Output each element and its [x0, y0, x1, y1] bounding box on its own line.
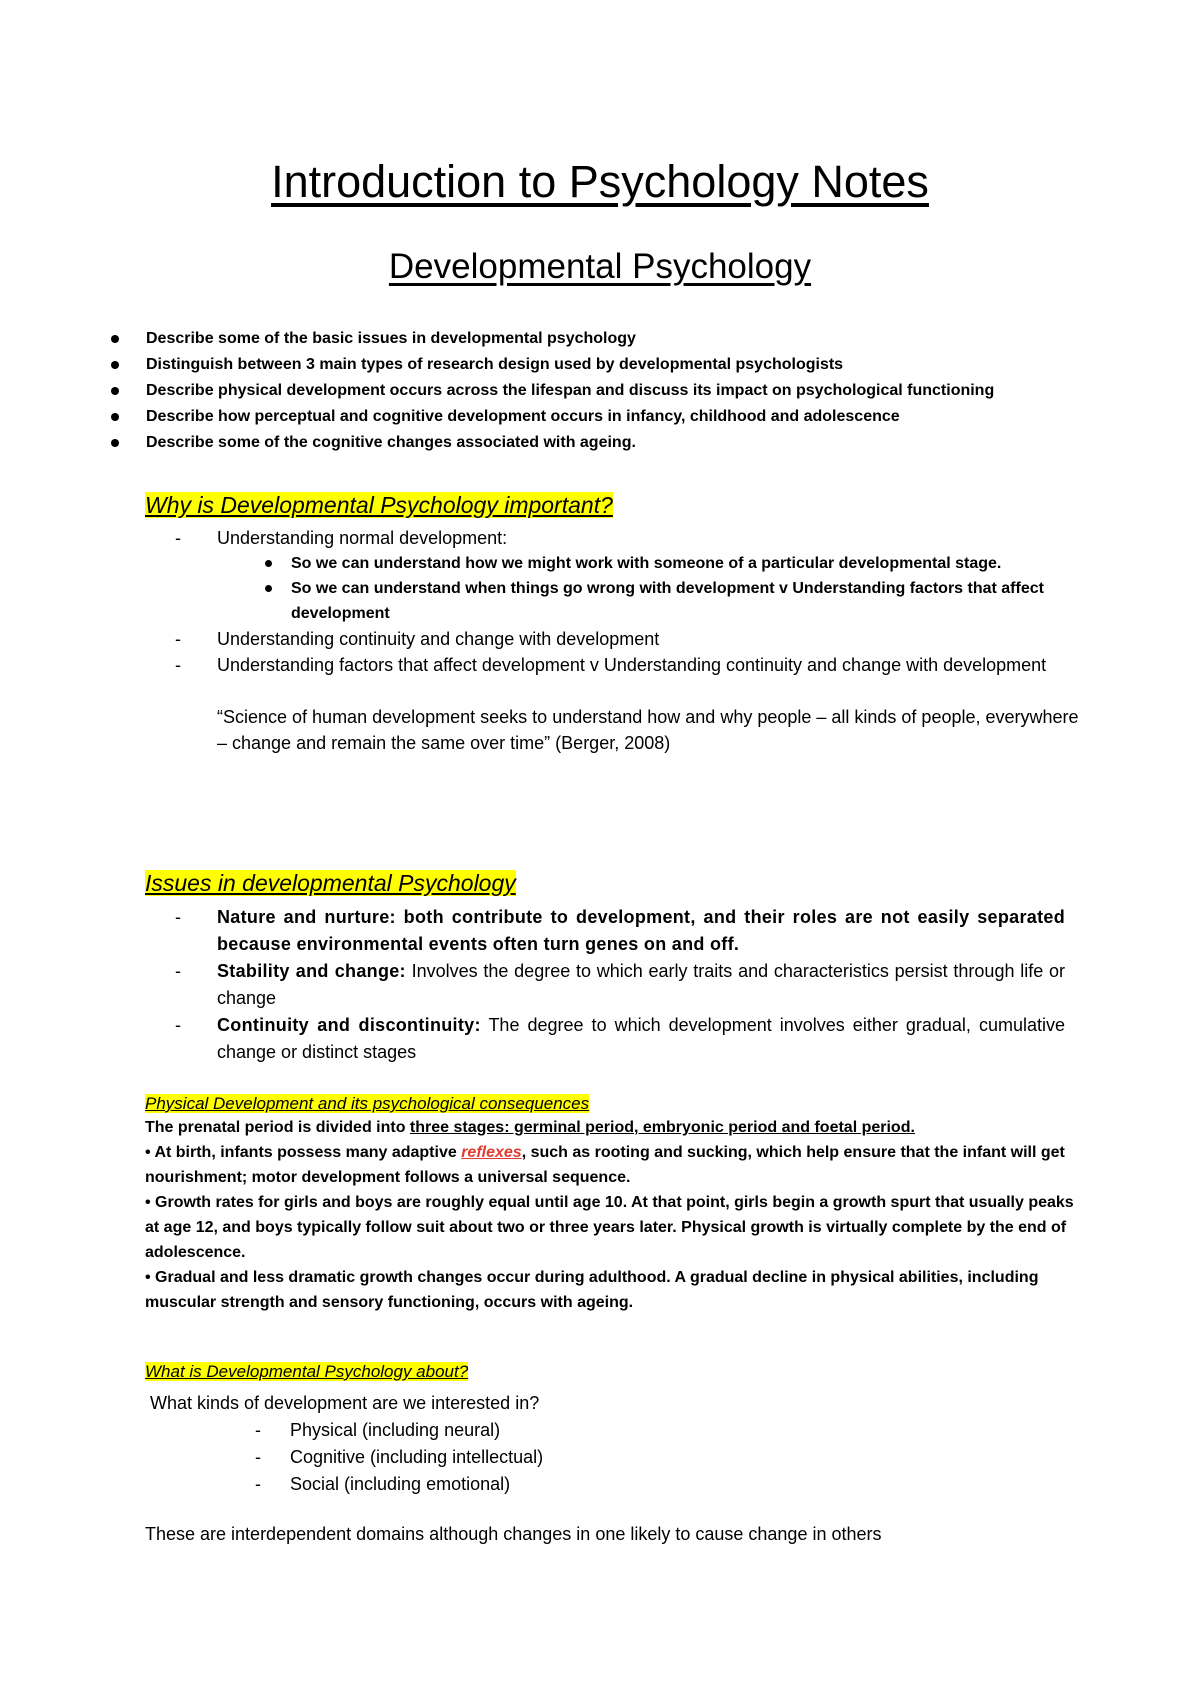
- list-item: - Stability and change: Involves the degree to which early traits and characteristics persist through life or change: [145, 958, 1065, 1012]
- paragraph: • At birth, infants possess many adaptive reflexes, such as rooting and sucking, which help ensure that the infant will get nourishment; motor development follows a universal sequence.: [145, 1144, 1065, 1186]
- bullet-icon: [111, 413, 119, 421]
- quotation: “Science of human development seeks to understand how and why people – all kinds of people, everywhere – change and remain the same over time” (Berger, 2008): [217, 707, 1079, 753]
- development-kinds-list: [145, 1417, 1045, 1498]
- dash-icon: -: [175, 629, 181, 649]
- closing-statement: These are interdependent domains although changes in one likely to cause change in others: [145, 1524, 882, 1544]
- bullet-icon: [111, 361, 119, 369]
- sub-list-item: So we can understand how we might work with someone of a particular developmental stage.: [145, 551, 1085, 576]
- objective-item: Describe physical development occurs across the lifespan and discuss its impact on psychological functioning: [100, 378, 1100, 404]
- dash-icon: -: [255, 1447, 261, 1467]
- list-item: - Understanding continuity and change with development: [145, 626, 1085, 652]
- paragraph: • Growth rates for girls and boys are roughly equal until age 10. At that point, girls begin a growth spurt that usually peaks at age 12, and boys typically follow suit about two or three years later. Physical growth is virtually complete by the end of adolescence.: [145, 1194, 1074, 1261]
- objective-item: Describe some of the basic issues in developmental psychology: [100, 326, 1100, 352]
- list-item: - Continuity and discontinuity: The degree to which development involves either gradual, cumulative change or distinct stages: [145, 1012, 1065, 1066]
- dash-icon: -: [255, 1420, 261, 1440]
- bullet-icon: [265, 585, 272, 592]
- section-heading-about: What is Developmental Psychology about?: [145, 1362, 469, 1381]
- section-heading-importance: Why is Developmental Psychology important?: [145, 492, 613, 518]
- sub-list-item: So we can understand when things go wrong with development v Understanding factors that affect development: [145, 576, 1085, 626]
- physical-development-section: [145, 1115, 1075, 1315]
- list-item: - Understanding normal development:: [145, 525, 1085, 551]
- dash-icon: -: [175, 528, 181, 548]
- document-subtitle: Developmental Psychology: [388, 247, 812, 286]
- bullet-icon: [265, 560, 272, 567]
- importance-section: [145, 525, 1085, 756]
- question-text: What kinds of development are we interested in?: [150, 1393, 540, 1413]
- objective-item: Distinguish between 3 main types of research design used by developmental psychologists: [100, 352, 1100, 378]
- list-item: - Social (including emotional): [145, 1471, 1045, 1498]
- paragraph: The prenatal period is divided into three stages: germinal period, embryonic period and foetal period.: [145, 1119, 915, 1136]
- dash-icon: -: [255, 1474, 261, 1494]
- dash-icon: -: [175, 961, 181, 981]
- dash-icon: -: [175, 1015, 181, 1035]
- document-title: Introduction to Psychology Notes: [271, 156, 929, 207]
- list-item: - Cognitive (including intellectual): [145, 1444, 1045, 1471]
- bullet-icon: [111, 387, 119, 395]
- issues-section: [145, 904, 1065, 1066]
- bullet-icon: [111, 335, 119, 343]
- objective-item: Describe how perceptual and cognitive development occurs in infancy, childhood and adolescence: [100, 404, 1100, 430]
- section-heading-issues: Issues in developmental Psychology: [145, 870, 516, 896]
- learning-objectives-list: [100, 326, 1100, 456]
- list-item: - Physical (including neural): [145, 1417, 1045, 1444]
- section-heading-physical: Physical Development and its psychological consequences: [145, 1094, 590, 1113]
- paragraph: • Gradual and less dramatic growth changes occur during adulthood. A gradual decline in physical abilities, including muscular strength and sensory functioning, occurs with ageing.: [145, 1269, 1039, 1311]
- objective-item: Describe some of the cognitive changes associated with ageing.: [100, 430, 1100, 456]
- dash-icon: -: [175, 907, 181, 927]
- list-item: - Nature and nurture: both contribute to development, and their roles are not easily separated because environmental events often turn genes on and off.: [145, 904, 1065, 958]
- dash-icon: -: [175, 655, 181, 675]
- bullet-icon: [111, 439, 119, 447]
- list-item: - Understanding factors that affect development v Understanding continuity and change with development: [145, 652, 1085, 678]
